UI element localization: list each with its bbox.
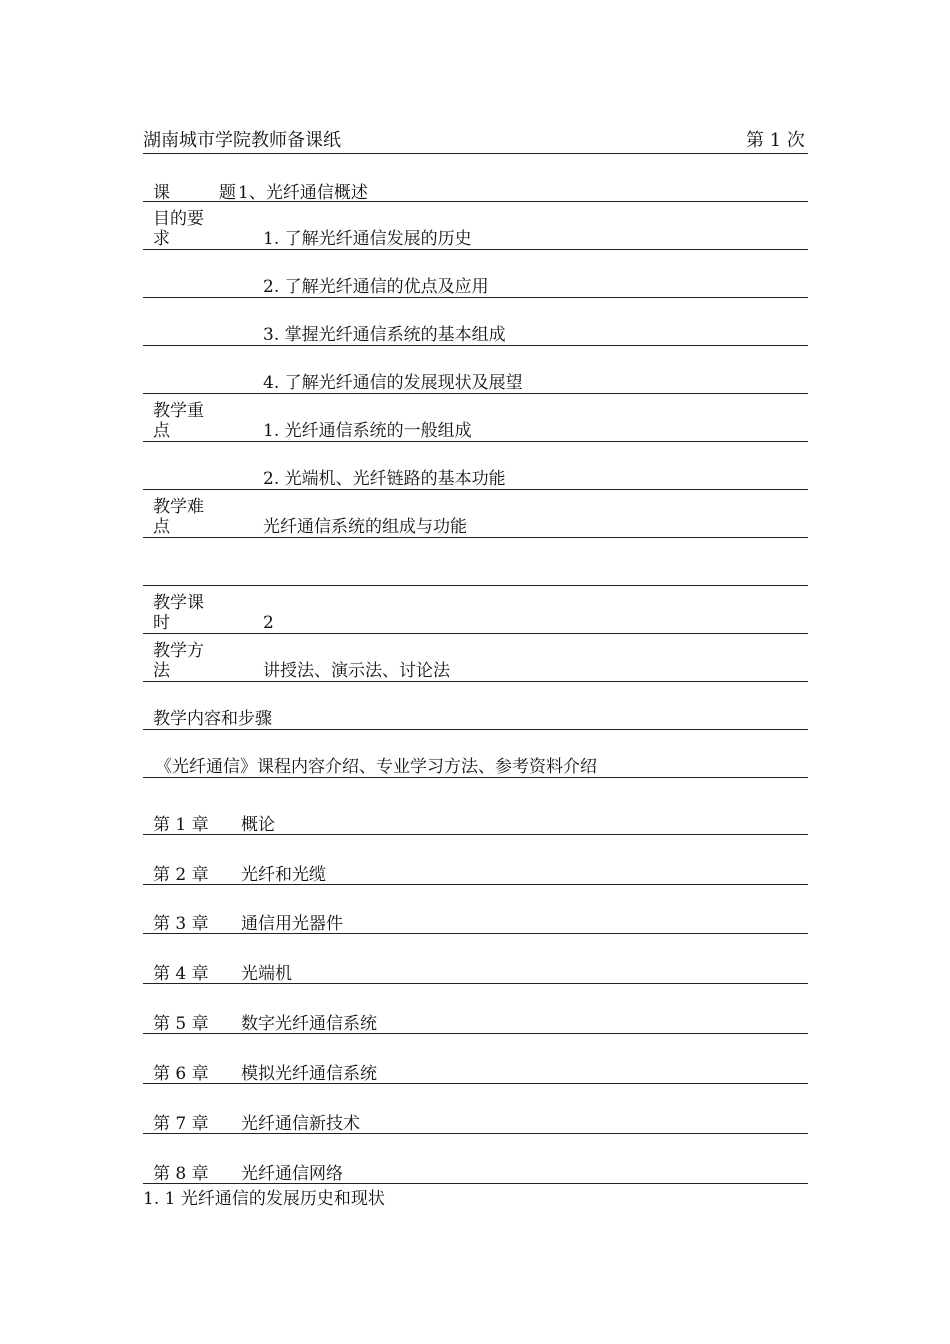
section-heading: 1. 1 光纤通信的发展历史和现状 [143, 1189, 385, 1209]
chapter-rule [143, 1033, 808, 1034]
key-points-rule [143, 489, 808, 490]
key-points-rule [143, 441, 808, 442]
topic-value: 1、光纤通信概述 [238, 183, 368, 203]
chapter-title: 模拟光纤通信系统 [241, 1064, 377, 1084]
objectives-label-2: 求 [153, 229, 170, 249]
content-heading-rule [143, 729, 808, 730]
chapter-number: 第 2 章 [153, 865, 209, 885]
objectives-label-1: 目的要 [153, 209, 204, 229]
difficulties-label-1: 教学难 [153, 497, 204, 517]
chapter-rule [143, 1083, 808, 1084]
hours-rule [143, 633, 808, 634]
methods-label-2: 法 [153, 661, 170, 681]
chapter-rule [143, 884, 808, 885]
chapter-title: 数字光纤通信系统 [241, 1014, 377, 1034]
chapter-title: 概论 [241, 815, 275, 835]
key-points-label-2: 点 [153, 421, 170, 441]
hours-value: 2 [263, 613, 274, 633]
blank-rule [143, 585, 808, 586]
chapter-number: 第 1 章 [153, 815, 209, 835]
chapter-title: 光纤通信新技术 [241, 1114, 360, 1134]
objective-item: 1. 了解光纤通信发展的历史 [263, 229, 472, 249]
chapter-title: 光端机 [241, 964, 292, 984]
page-title: 湖南城市学院教师备课纸 [143, 130, 341, 151]
topic-label-b: 题 [219, 183, 236, 203]
chapter-title: 光纤通信网络 [241, 1164, 343, 1184]
chapter-number: 第 3 章 [153, 914, 209, 934]
objectives-rule [143, 297, 808, 298]
chapter-rule [143, 834, 808, 835]
methods-value: 讲授法、演示法、讨论法 [263, 661, 450, 681]
difficulties-rule [143, 537, 808, 538]
difficulties-value: 光纤通信系统的组成与功能 [263, 517, 467, 537]
objectives-rule [143, 345, 808, 346]
content-intro: 《光纤通信》课程内容介绍、专业学习方法、参考资料介绍 [155, 757, 597, 777]
chapter-rule [143, 1133, 808, 1134]
chapter-number: 第 7 章 [153, 1114, 209, 1134]
chapter-number: 第 6 章 [153, 1064, 209, 1084]
methods-rule [143, 681, 808, 682]
difficulties-label-2: 点 [153, 517, 170, 537]
content-intro-rule [143, 777, 808, 778]
chapter-title: 通信用光器件 [241, 914, 343, 934]
objectives-rule [143, 393, 808, 394]
objective-item: 3. 掌握光纤通信系统的基本组成 [263, 325, 506, 345]
chapter-rule [143, 933, 808, 934]
topic-rule [143, 201, 808, 202]
objectives-rule [143, 249, 808, 250]
key-point-item: 2. 光端机、光纤链路的基本功能 [263, 469, 506, 489]
chapter-title: 光纤和光缆 [241, 865, 326, 885]
chapter-number: 第 8 章 [153, 1164, 209, 1184]
session-number: 第 1 次 [746, 130, 805, 151]
topic-label-a: 课 [153, 183, 170, 203]
hours-label-2: 时 [153, 613, 170, 633]
methods-label-1: 教学方 [153, 641, 204, 661]
key-points-label-1: 教学重 [153, 401, 204, 421]
chapter-rule [143, 983, 808, 984]
chapter-rule [143, 1183, 808, 1184]
objective-item: 4. 了解光纤通信的发展现状及展望 [263, 373, 523, 393]
objective-item: 2. 了解光纤通信的优点及应用 [263, 277, 489, 297]
chapter-number: 第 5 章 [153, 1014, 209, 1034]
chapter-number: 第 4 章 [153, 964, 209, 984]
hours-label-1: 教学课 [153, 593, 204, 613]
header-rule [143, 153, 808, 154]
key-point-item: 1. 光纤通信系统的一般组成 [263, 421, 472, 441]
content-heading: 教学内容和步骤 [153, 709, 272, 729]
